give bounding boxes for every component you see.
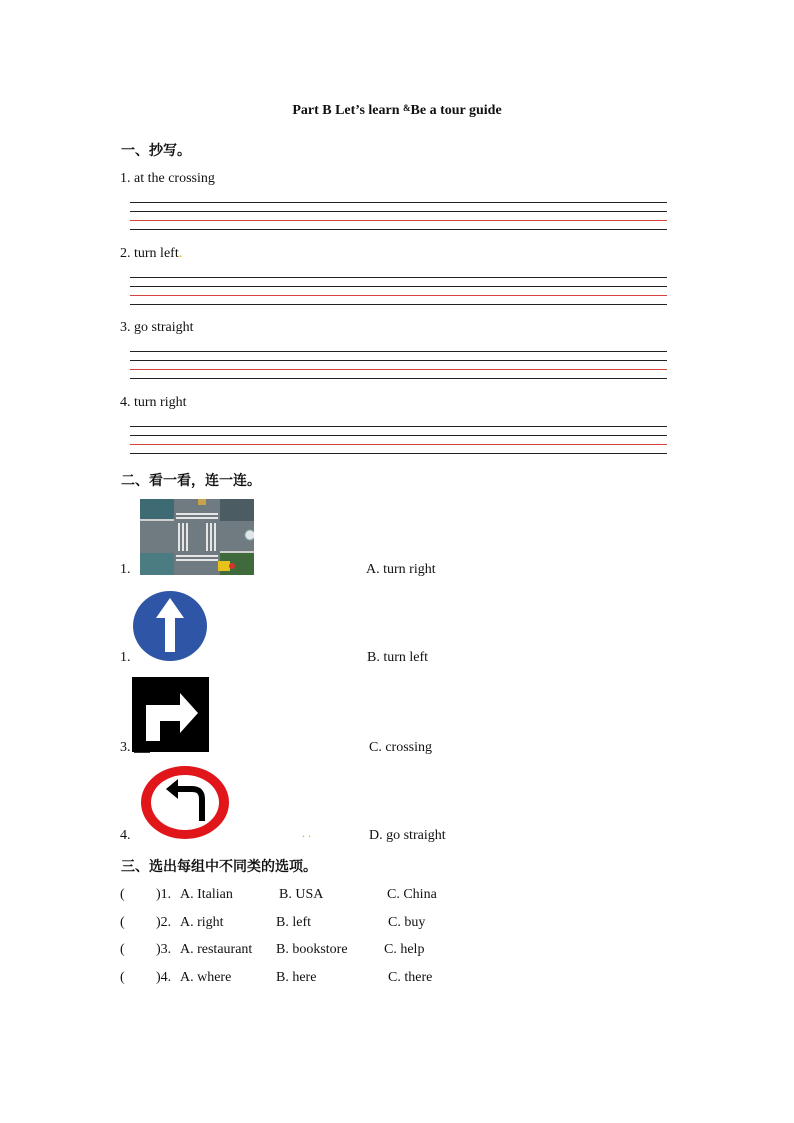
option-c: C. there xyxy=(388,970,433,985)
turn-left-sign-icon xyxy=(140,765,230,840)
section1-heading: 一、抄写。 xyxy=(121,144,191,159)
option-b: B. bookstore xyxy=(276,942,348,957)
option-b: B. left xyxy=(276,915,311,930)
answer-blank[interactable]: ( xyxy=(120,887,125,902)
stray-dot: . xyxy=(178,246,183,261)
page-title: Part B Let’s learn &Be a tour guide xyxy=(292,103,502,118)
match-option-c[interactable]: C. crossing xyxy=(369,740,432,755)
stray-underline xyxy=(134,752,150,753)
match-number-2: 1. xyxy=(120,650,131,665)
writing-lines-3[interactable] xyxy=(130,351,667,379)
option-c: C. help xyxy=(384,942,425,957)
option-a: A. where xyxy=(180,970,232,985)
copy-item-4: 4. turn right xyxy=(120,395,187,410)
option-a: A. Italian xyxy=(180,887,233,902)
match-option-b[interactable]: B. turn left xyxy=(367,650,429,665)
answer-blank[interactable]: ( xyxy=(120,915,125,930)
match-option-a[interactable]: A. turn right xyxy=(366,562,436,577)
writing-lines-1[interactable] xyxy=(130,202,667,230)
option-a: A. right xyxy=(180,915,224,930)
option-b: B. here xyxy=(276,970,317,985)
option-a: A. restaurant xyxy=(180,942,253,957)
copy-item-2: 2. turn left. xyxy=(120,246,183,261)
option-c: C. buy xyxy=(388,915,426,930)
writing-lines-2[interactable] xyxy=(130,277,667,305)
question-number: )1. xyxy=(156,887,172,902)
ampersand: & xyxy=(403,103,411,113)
answer-blank[interactable]: ( xyxy=(120,942,125,957)
option-b: B. USA xyxy=(279,887,324,902)
section2-heading: 二、看一看，连一连。 xyxy=(121,474,261,489)
match-number-4: 4. xyxy=(120,828,131,843)
section3-heading: 三、选出每组中不同类的选项。 xyxy=(121,860,317,875)
match-option-d[interactable]: D. go straight xyxy=(369,828,446,843)
crossing-image xyxy=(140,499,254,575)
stray-dots: . . xyxy=(302,826,311,840)
turn-right-sign-icon xyxy=(132,677,209,752)
copy-item-1: 1. at the crossing xyxy=(120,171,215,186)
match-number-1: 1. xyxy=(120,562,131,577)
match-number-3: 3. xyxy=(120,740,131,755)
go-straight-sign-icon xyxy=(132,590,208,662)
copy-item-3: 3. go straight xyxy=(120,320,194,335)
question-number: )3. xyxy=(156,942,172,957)
question-number: )2. xyxy=(156,915,172,930)
question-number: )4. xyxy=(156,970,172,985)
writing-lines-4[interactable] xyxy=(130,426,667,454)
answer-blank[interactable]: ( xyxy=(120,970,125,985)
option-c: C. China xyxy=(387,887,437,902)
